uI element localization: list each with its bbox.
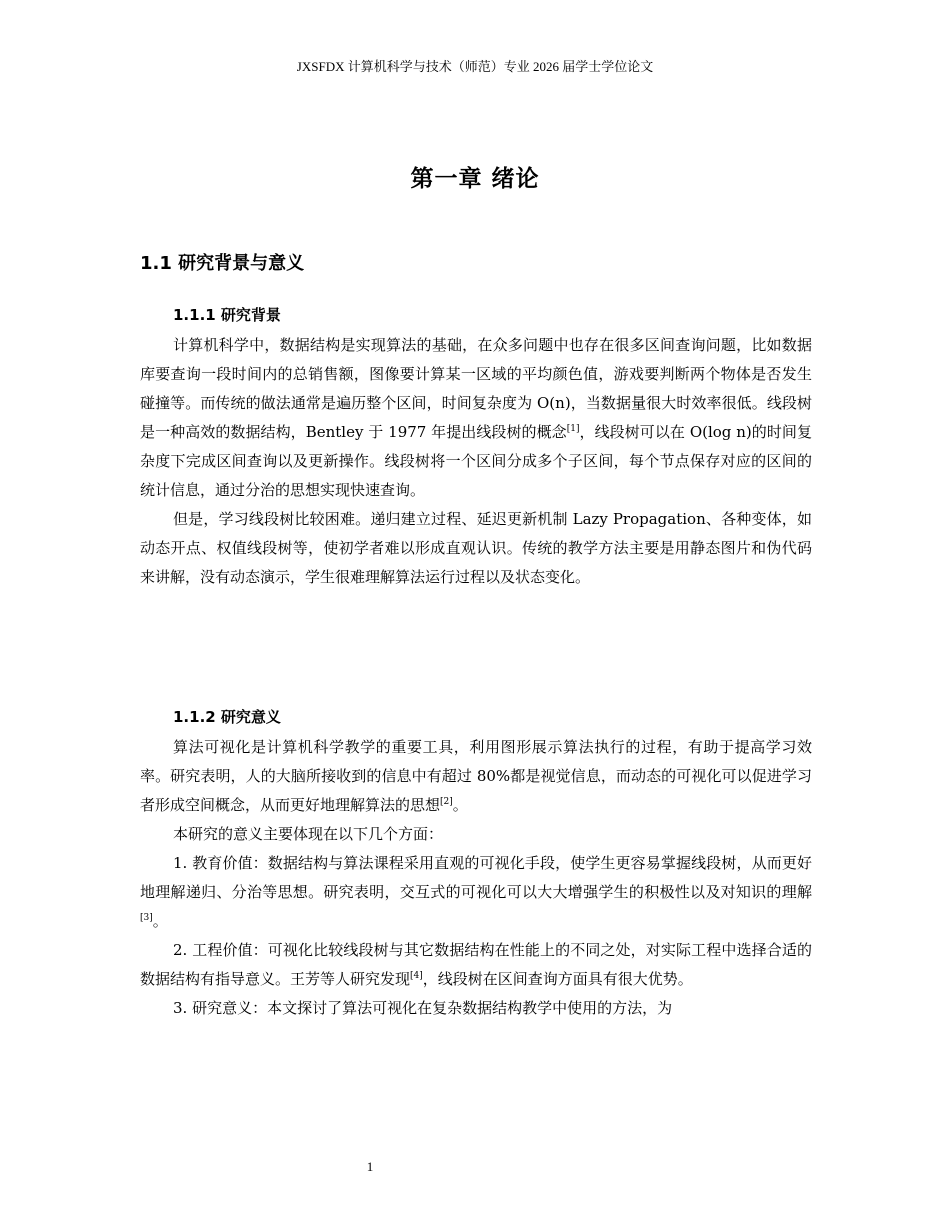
background-paragraph-1-text-a: 计算机科学中，数据结构是实现算法的基础，在众多问题中也存在很多区间查询问题，比如数据库要查询一段时间内的总销售额，图像要计算某一区域的平均颜色值，游戏要判断两个物体是否发生碰撞等。而传统的做法通常是遍历整个区间，时间复杂度为 O(n)，当数据量很大时效率很低。线段树是一种高效的数据结构，Bentley 于 1977 年提出线段树的概念 <box>140 336 812 441</box>
significance-item-3: 3. 研究意义：本文探讨了算法可视化在复杂数据结构教学中使用的方法，为 <box>173 999 673 1017</box>
subsection-title-1-1-1: 1.1.1 研究背景 <box>173 306 281 324</box>
research-significance-body <box>140 733 812 1023</box>
chapter-title: 第一章 绪论 <box>410 166 540 192</box>
significance-paragraph-1-text-a: 算法可视化是计算机科学教学的重要工具，利用图形展示算法执行的过程，有助于提高学习效率。研究表明，人的大脑所接收到的信息中有超过 80%都是视觉信息，而动态的可视化可以促进学习者形成空间概念，从而更好地理解算法的思想 <box>140 738 812 814</box>
citation-2: [2] <box>440 797 453 807</box>
significance-item-1 <box>140 849 812 936</box>
significance-item-2-text-b: ，线段树在区间查询方面具有很大优势。 <box>422 970 693 988</box>
section-title-1-1: 1.1 研究背景与意义 <box>140 253 305 274</box>
research-background-body <box>140 331 812 592</box>
significance-paragraph-2: 本研究的意义主要体现在以下几个方面： <box>173 825 444 843</box>
significance-item-1-text-b: 。 <box>152 912 168 930</box>
running-header: JXSFDX 计算机科学与技术（师范）专业 2026 届学士学位论文 <box>296 59 654 74</box>
citation-3: [3] <box>140 913 153 923</box>
subsection-title-1-1-2: 1.1.2 研究意义 <box>173 708 281 726</box>
page-number: 1 <box>366 1159 374 1174</box>
citation-1: [1] <box>566 424 580 434</box>
significance-item-2-text-a: 2. 工程价值：可视化比较线段树与其它数据结构在性能上的不同之处，对实际工程中选择合适的数据结构有指导意义。王芳等人研究发现 <box>140 941 812 988</box>
significance-item-1-text-a: 1. 教育价值：数据结构与算法课程采用直观的可视化手段，使学生更容易掌握线段树，从而更好地理解递归、分治等思想。研究表明，交互式的可视化可以大大增强学生的积极性以及对知识的理解 <box>140 854 812 901</box>
background-paragraph-1 <box>140 331 812 505</box>
significance-paragraph-1-text-b: 。 <box>452 796 468 814</box>
background-paragraph-2: 但是，学习线段树比较困难。递归建立过程、延迟更新机制 Lazy Propagation、各种变体，如动态开点、权值线段树等，使初学者难以形成直观认识。传统的教学方法主要是用静态图片和伪代码来讲解，没有动态演示，学生很难理解算法运行过程以及状态变化。 <box>140 510 812 586</box>
significance-item-2 <box>140 936 812 994</box>
citation-4: [4] <box>410 971 423 981</box>
background-paragraph-1-text-b: ，线段树可以在 O(log n)的时间复杂度下完成区间查询以及更新操作。线段树将一个区间分成多个子区间，每个节点保存对应的区间的统计信息，通过分治的思想实现快速查询。 <box>140 423 812 499</box>
significance-paragraph-1 <box>140 733 812 820</box>
